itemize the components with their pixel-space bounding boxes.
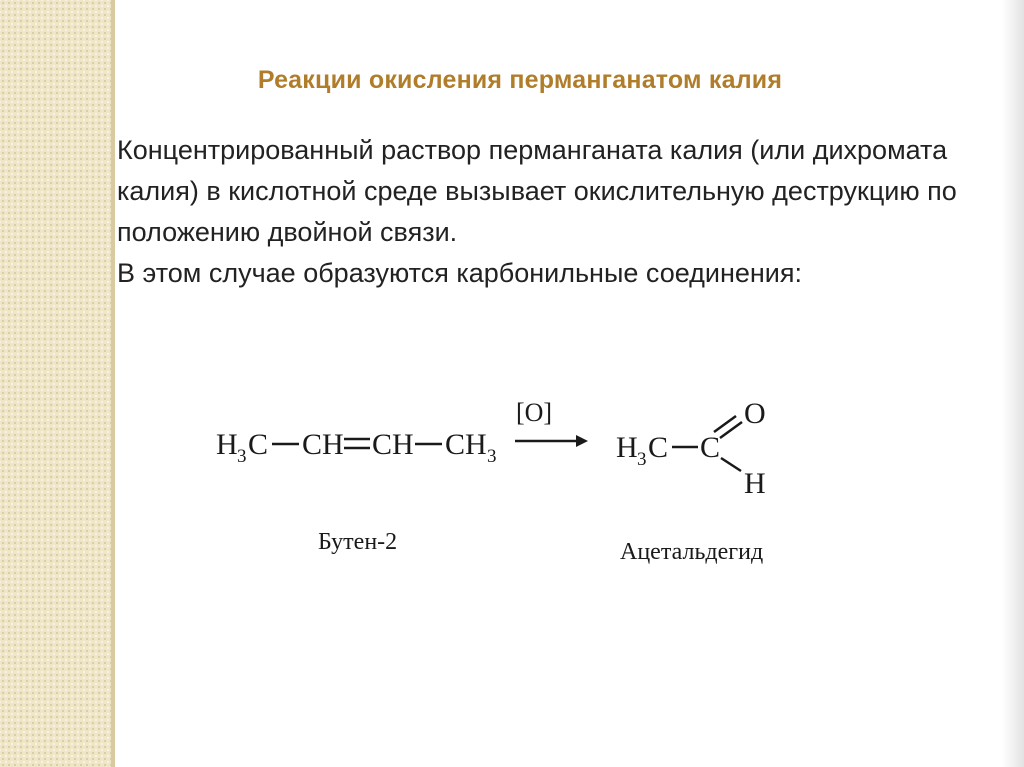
paragraph-conclusion: В этом случае образуются карбонильные соединения: bbox=[117, 258, 803, 288]
svg-text:CH: CH bbox=[372, 428, 414, 461]
svg-text:C: C bbox=[248, 428, 269, 461]
svg-text:CH: CH bbox=[445, 428, 487, 461]
reactant-name: Бутен-2 bbox=[318, 529, 398, 555]
svg-text:3: 3 bbox=[237, 446, 247, 467]
reactant-formula bbox=[216, 428, 497, 467]
svg-text:O: O bbox=[744, 397, 766, 430]
slide-title: Реакции окисления перманганатом калия bbox=[257, 66, 783, 94]
product-name: Ацетальдегид bbox=[620, 539, 764, 565]
svg-text:C: C bbox=[648, 431, 669, 464]
svg-text:3: 3 bbox=[487, 446, 497, 467]
svg-text:H: H bbox=[616, 431, 638, 464]
reaction-scheme bbox=[200, 385, 800, 595]
slide-body bbox=[117, 130, 957, 294]
reaction-scheme-drawing bbox=[200, 385, 800, 595]
decorative-strip-edge bbox=[111, 0, 115, 767]
decorative-left-strip bbox=[0, 0, 111, 767]
svg-text:CH: CH bbox=[302, 428, 344, 461]
single-bond bbox=[721, 458, 741, 471]
paragraph-description: Концентрированный раствор перманганата калия (или дихромата калия) в кислотной среде вызывает окислительную деструкцию по положению двойной связи. bbox=[117, 135, 957, 247]
svg-text:H: H bbox=[216, 428, 238, 461]
svg-text:3: 3 bbox=[637, 449, 647, 470]
decorative-right-shadow bbox=[1002, 0, 1024, 767]
svg-text:H: H bbox=[744, 467, 766, 500]
reagent-label: [O] bbox=[516, 398, 553, 427]
reaction-arrow-icon bbox=[515, 435, 588, 447]
product-formula bbox=[616, 397, 766, 500]
svg-text:C: C bbox=[700, 431, 721, 464]
